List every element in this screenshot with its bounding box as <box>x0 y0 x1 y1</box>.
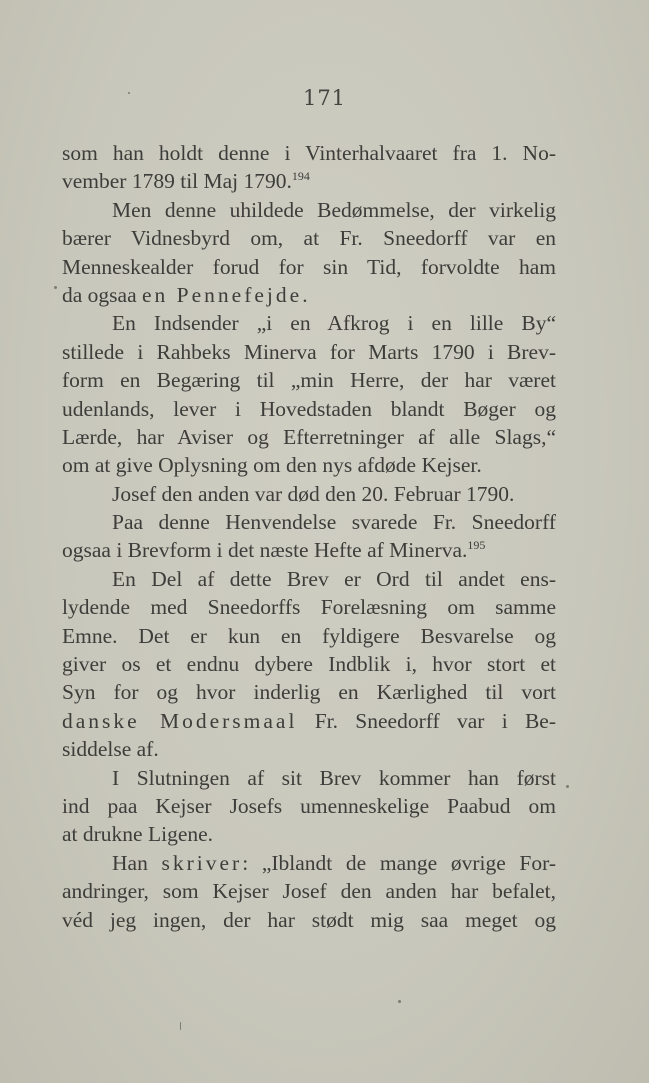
text-line <box>62 565 556 593</box>
line-text: véd jeg ingen, der har stødt mig saa meget og <box>62 907 556 932</box>
paper-speck <box>128 92 130 94</box>
text-line <box>62 536 556 564</box>
text-line <box>62 735 556 763</box>
line-text: giver os et endnu dybere Indblik i, hvor stort et <box>62 652 556 677</box>
text-line <box>62 451 556 479</box>
text-line <box>62 593 556 621</box>
line-text: Syn for og hvor inderlig en Kærlighed til vort <box>62 680 556 705</box>
line-text: udenlands, lever i Hovedstaden blandt Bøger og <box>62 396 556 421</box>
line-text: En Del af dette Brev er Ord til andet ens- <box>112 566 556 591</box>
line-text: ind paa Kejser Josefs umenneskelige Paabud om <box>62 793 556 818</box>
text-line <box>62 622 556 650</box>
spaced-emphasis: danske Modersmaal <box>62 708 298 733</box>
text-line <box>62 707 556 735</box>
line-text: Fr. Sneedorff var i Be- <box>297 708 556 733</box>
footnote-ref: 194 <box>291 169 310 184</box>
line-text: . <box>302 282 308 307</box>
text-line <box>62 650 556 678</box>
line-text: I Slutningen af sit Brev kommer han først <box>112 765 556 790</box>
paper-speck <box>180 1022 181 1030</box>
text-line <box>62 338 556 366</box>
line-text: andringer, som Kejser Josef den anden har befalet, <box>62 879 556 904</box>
line-text: Paa denne Henvendelse svarede Fr. Sneedorff <box>112 510 556 535</box>
text-line <box>62 906 556 934</box>
line-text: bærer Vidnesbyrd om, at Fr. Sneedorff var en <box>62 226 556 251</box>
line-text: En Indsender „i en Afkrog i en lille By“ <box>112 311 556 336</box>
text-line <box>62 423 556 451</box>
text-line <box>62 167 556 195</box>
line-text: som han holdt denne i Vinterhalvaaret fra 1. No- <box>62 141 556 165</box>
text-line <box>62 480 556 508</box>
spaced-emphasis: skriver <box>161 850 243 875</box>
spaced-emphasis: en Pennefejde <box>142 282 303 307</box>
paper-speck <box>398 1000 401 1003</box>
line-text: siddelse af. <box>62 737 159 762</box>
page-number: 171 <box>302 86 347 110</box>
text-line <box>62 820 556 848</box>
text-line <box>62 678 556 706</box>
text-line <box>62 253 556 281</box>
footnote-ref: 195 <box>467 538 486 553</box>
line-text: vember 1789 til Maj 1790. <box>62 169 292 194</box>
line-text: Josef den anden var død den 20. Februar 1790. <box>112 481 515 506</box>
line-text: Emne. Det er kun en fyldigere Besvarelse og <box>62 623 556 648</box>
line-text: Lærde, har Aviser og Efterretninger af alle Slags,“ <box>62 424 556 449</box>
line-text: Han <box>112 850 162 875</box>
line-text: lydende med Sneedorffs Forelæsning om samme <box>62 595 556 620</box>
line-text: om at give Oplysning om den nys afdøde Kejser. <box>62 453 482 478</box>
body-text <box>62 139 556 934</box>
line-text: : „Iblandt de mange øvrige For- <box>242 850 556 875</box>
paper-speck <box>566 785 569 788</box>
line-text: stillede i Rahbeks Minerva for Marts 1790 i Brev- <box>62 339 556 364</box>
text-line <box>62 849 556 877</box>
text-line <box>62 508 556 536</box>
line-text: Menneskealder forud for sin Tid, forvoldte ham <box>62 254 556 279</box>
text-line <box>62 877 556 905</box>
text-line <box>62 764 556 792</box>
text-line <box>62 224 556 252</box>
line-text: Men denne uhildede Bedømmelse, der virkelig <box>112 197 556 222</box>
text-line <box>62 309 556 337</box>
text-line <box>62 395 556 423</box>
text-line <box>62 281 556 309</box>
paper-speck <box>54 286 57 289</box>
line-text: form en Begæring til „min Herre, der har været <box>62 368 556 393</box>
text-line <box>62 139 556 167</box>
text-line <box>62 196 556 224</box>
line-text: at drukne Ligene. <box>62 822 214 847</box>
text-line <box>62 792 556 820</box>
text-line <box>62 366 556 394</box>
line-text: da ogsaa <box>62 282 142 307</box>
line-text: ogsaa i Brevform i det næste Hefte af Minerva. <box>62 538 468 563</box>
